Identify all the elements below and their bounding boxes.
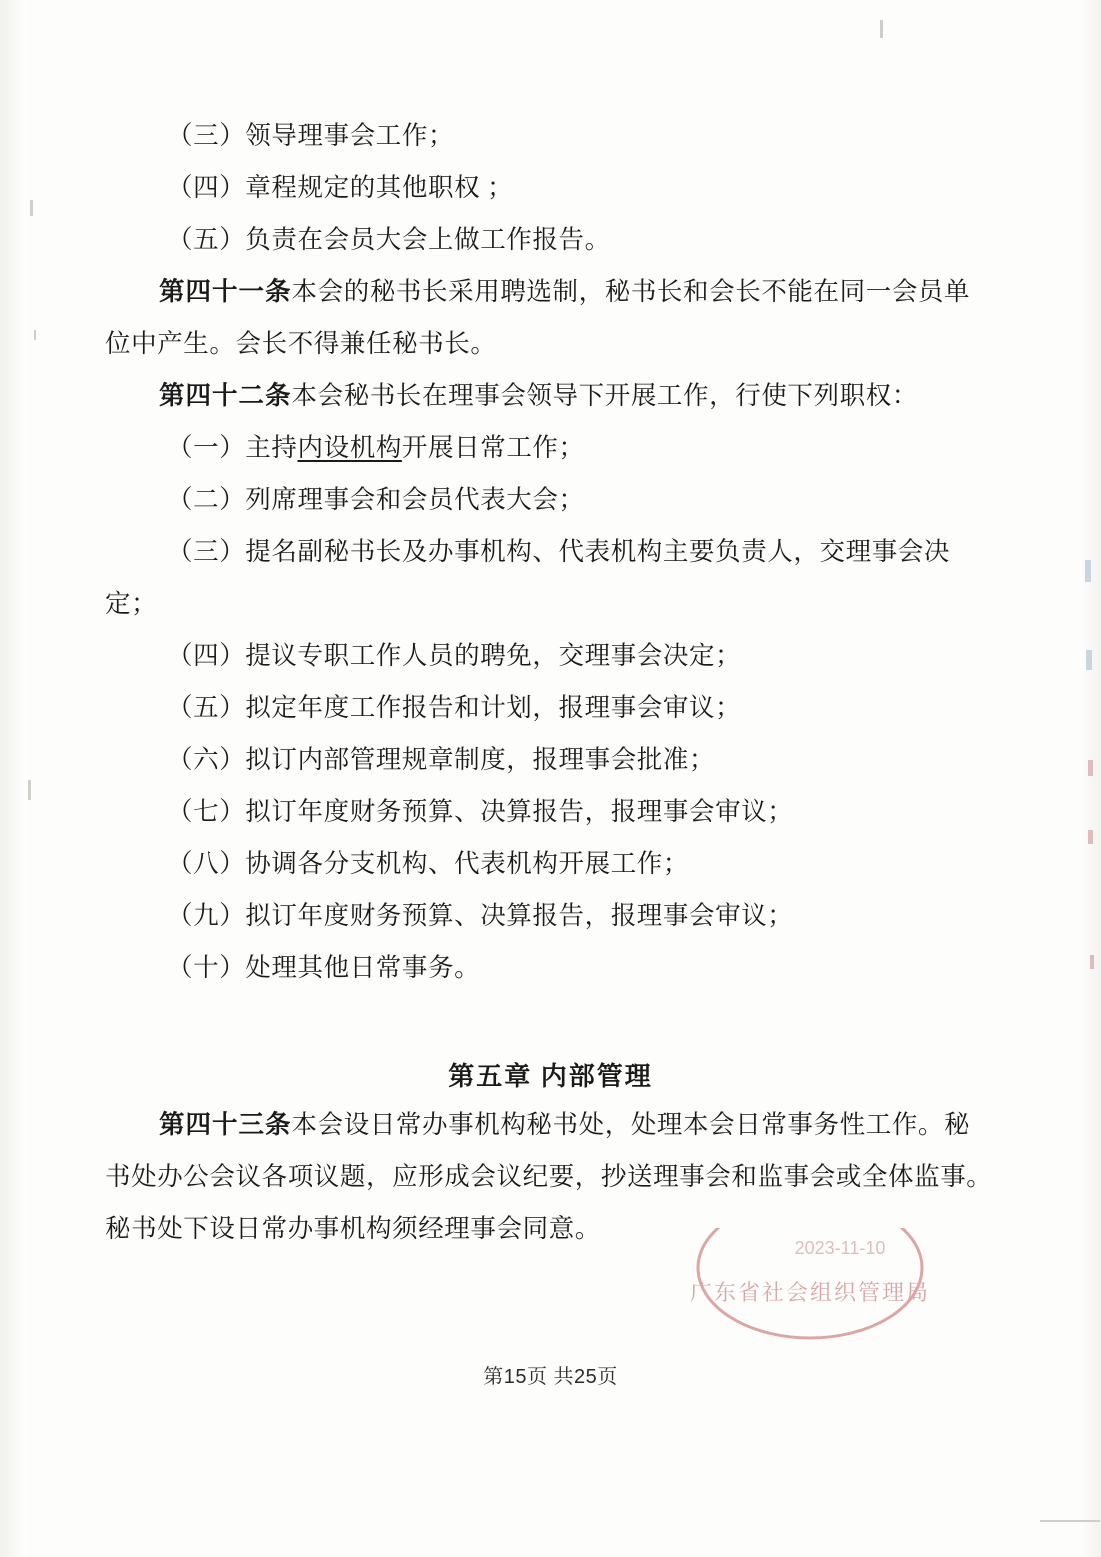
list-item: （五）拟定年度工作报告和计划，报理事会审议； xyxy=(167,693,742,722)
margin-artifact xyxy=(1090,955,1094,969)
chapter-title: 第五章 内部管理 xyxy=(448,1062,653,1091)
margin-artifact xyxy=(1085,560,1091,582)
article-43-label: 第四十三条 xyxy=(159,1110,292,1139)
article-43-text: 本会设日常办事机构秘书处，处理本会日常事务性工作。秘书处办公会议各项议题，应形成会议纪要，抄送理事会和监事会或全体监事。秘书处下设日常办事机构须经理事会同意。 xyxy=(105,1110,993,1243)
article-41-label: 第四十一条 xyxy=(159,277,292,306)
scan-speck xyxy=(30,200,33,216)
list-item: （二）列席理事会和会员代表大会； xyxy=(167,485,585,514)
article-41 xyxy=(105,266,996,370)
list-item-underlined: 内设机构 xyxy=(297,433,402,462)
list-item: （五）负责在会员大会上做工作报告。 xyxy=(167,225,611,254)
svg-text:2023-11-10: 2023-11-10 xyxy=(794,1238,886,1258)
list-item: （七）拟订年度财务预算、决算报告，报理事会审议； xyxy=(167,797,794,826)
scan-speck xyxy=(880,20,883,38)
list-item: （六）拟订内部管理规章制度，报理事会批准； xyxy=(167,745,716,774)
list-item: （四）章程规定的其他职权 ； xyxy=(167,173,514,202)
scan-speck xyxy=(28,780,31,800)
list-item-prefix: （一）主持 xyxy=(167,433,298,462)
svg-text:广东省社会组织管理局: 广东省社会组织管理局 xyxy=(690,1280,930,1305)
article-42-text: 本会秘书长在理事会领导下开展工作，行使下列职权： xyxy=(291,381,918,410)
list-item: （九）拟订年度财务预算、决算报告，报理事会审议； xyxy=(167,901,794,930)
list-item: （八）协调各分支机构、代表机构开展工作； xyxy=(167,849,690,878)
list-item: （三）领导理事会工作； xyxy=(167,121,455,150)
page-footer: 第15页 共25页 xyxy=(483,1366,618,1388)
scan-edge-left xyxy=(0,0,26,1557)
document-text-body xyxy=(105,110,996,1255)
list-item: （三）提名副秘书长及办事机构、代表机构主要负责人，交理事会决定； xyxy=(105,537,951,618)
list-item xyxy=(105,422,996,474)
list-item-suffix: 开展日常工作； xyxy=(401,433,585,462)
article-42 xyxy=(105,370,996,422)
article-42-label: 第四十二条 xyxy=(159,381,292,410)
article-43 xyxy=(105,1099,996,1255)
scan-speck xyxy=(1040,1520,1100,1522)
list-item: （四）提议专职工作人员的聘免，交理事会决定； xyxy=(167,641,742,670)
margin-artifact xyxy=(1088,830,1093,844)
scan-speck xyxy=(34,330,36,340)
margin-artifact xyxy=(1086,650,1092,670)
margin-artifact xyxy=(1088,760,1093,776)
list-item: （十）处理其他日常事务。 xyxy=(167,953,481,982)
scan-edge-right xyxy=(1079,0,1101,1557)
article-41-text: 本会的秘书长采用聘选制，秘书长和会长不能在同一会员单位中产生。会长不得兼任秘书长。 xyxy=(105,277,971,358)
